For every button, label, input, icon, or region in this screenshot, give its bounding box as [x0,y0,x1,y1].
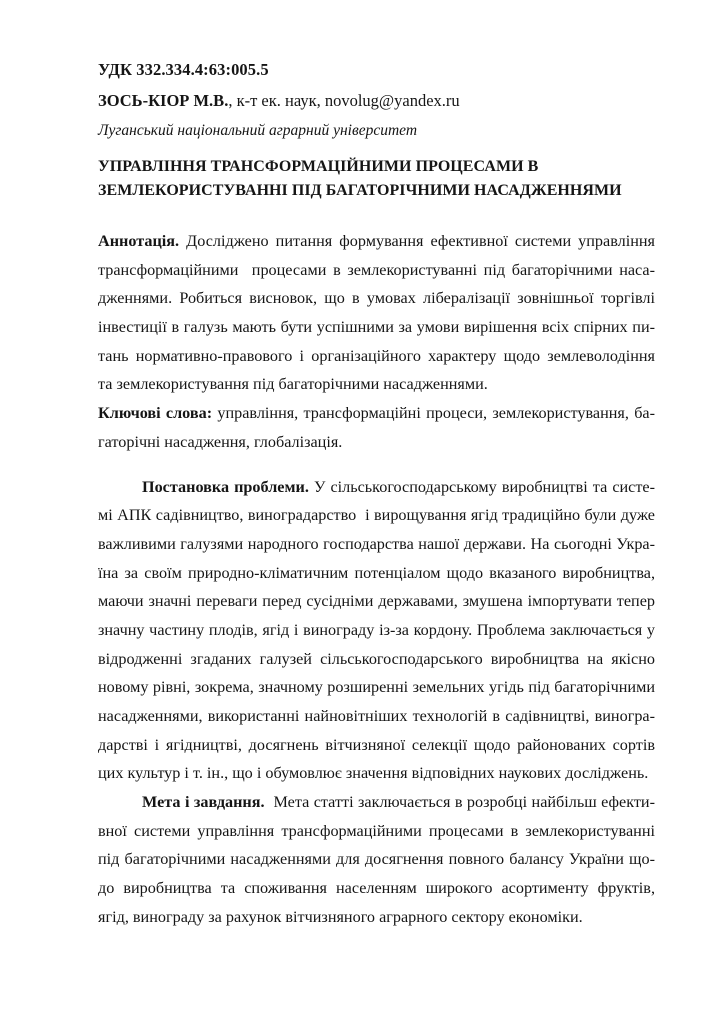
problem-line-9: насадженнями, використанні найновітніших технологій в садівництві, виногра- [98,706,655,725]
problem-line-6: значну частину плодів, ягід і винограду із-за кордону. Проблема заключається у [98,620,655,639]
title-line-1: УПРАВЛІННЯ ТРАНСФОРМАЦІЙНИМИ ПРОЦЕСАМИ В [98,157,539,175]
problem-heading: Постановка проблеми. [142,477,309,496]
keywords-line-1 [98,399,655,428]
aim-line-1 [98,788,655,817]
aim-line-3: під багаторічними насадженнями для досягнення повного балансу України що- [98,850,655,869]
aim-line-5: ягід, винограду за рахунок вітчизняного аграрного сектору економіки. [98,907,583,926]
section-problem-statement [98,473,655,788]
abstract-text-1: Досліджено питання формування ефективної системи управління [186,232,655,251]
abstract-line-3: дженнями. Робиться висновок, що в умовах лібералізації зовнішньої торгівлі [98,289,655,308]
abstract-line-5: тань нормативно-правового і організаційного характеру щодо землеволодіння [98,346,655,365]
problem-line-5: маючи значні переваги перед сусідніми державами, змушена імпортувати тепер [98,592,655,611]
abstract-paragraph [98,227,655,399]
abstract-line-2: трансформаційними процесами в землекористуванні під багаторічними наса- [98,260,655,279]
problem-line-8: новому рівні, зокрема, значному розширенні земельних угідь під багаторічними [98,678,655,697]
keywords-line-2: гаторічні насадження, глобалізація. [98,432,343,451]
problem-line-10: дарстві і ягідництві, досягнень вітчизняної селекції щодо районованих сортів [98,735,655,754]
aim-text-1: Мета статті заключається в розробці найбільш ефекти- [273,792,655,811]
problem-line-4: їна за своїм природно-кліматичним потенціалом щодо вказаного виробництва, [98,563,655,582]
aim-heading: Мета і завдання. [142,792,265,811]
page-title [98,155,655,204]
problem-line-3: важливими галузями народного господарства нашої держави. На сьогодні Укра- [98,534,655,553]
abstract-label: Аннотація. [98,232,180,251]
keywords-paragraph [98,399,655,456]
keywords-label: Ключові слова: [98,404,213,423]
problem-line-2: мі АПК садівництво, виноградарство і вирощування ягід традиційно були дуже [98,506,655,525]
problem-line-11: цих культур і т. ін., що і обумовлює значення відповідних наукових досліджень. [98,764,649,783]
udk-code: УДК 332.334.4:63:005.5 [98,60,269,79]
title-line-2: ЗЕМЛЕКОРИСТУВАННІ ПІД БАГАТОРІЧНИМИ НАСАДЖЕННЯМИ [98,181,622,199]
abstract-line-6: та землекористування під багаторічними насадженнями. [98,375,488,394]
abstract-line-1 [98,227,655,256]
author-line [98,90,655,110]
problem-line-1 [98,473,655,502]
problem-text-1: У сільськогосподарському виробництві та систе- [313,477,656,496]
affiliation: Луганський національний аграрний університет [98,122,418,139]
abstract-line-4: інвестиції в галузь мають бути успішними за умови вирішення всіх спірних пи- [98,318,655,337]
section-aim-and-tasks [98,788,655,931]
page-content [98,62,655,931]
aim-line-4: до виробництва та споживання населенням широкого асортименту фруктів, [98,878,655,897]
problem-line-7: відродженні згаданих галузей сільськогосподарського виробництва на якісно [98,649,655,668]
keywords-text-1: управління, трансформаційні процеси, землекористування, ба- [217,404,656,423]
author-credentials: , к-т ек. наук, novolug@yandex.ru [228,90,460,110]
aim-line-2: вної системи управління трансформаційними процесами в землекористуванні [98,821,655,840]
author-name: ЗОСЬ-КІОР М.В. [98,90,229,110]
